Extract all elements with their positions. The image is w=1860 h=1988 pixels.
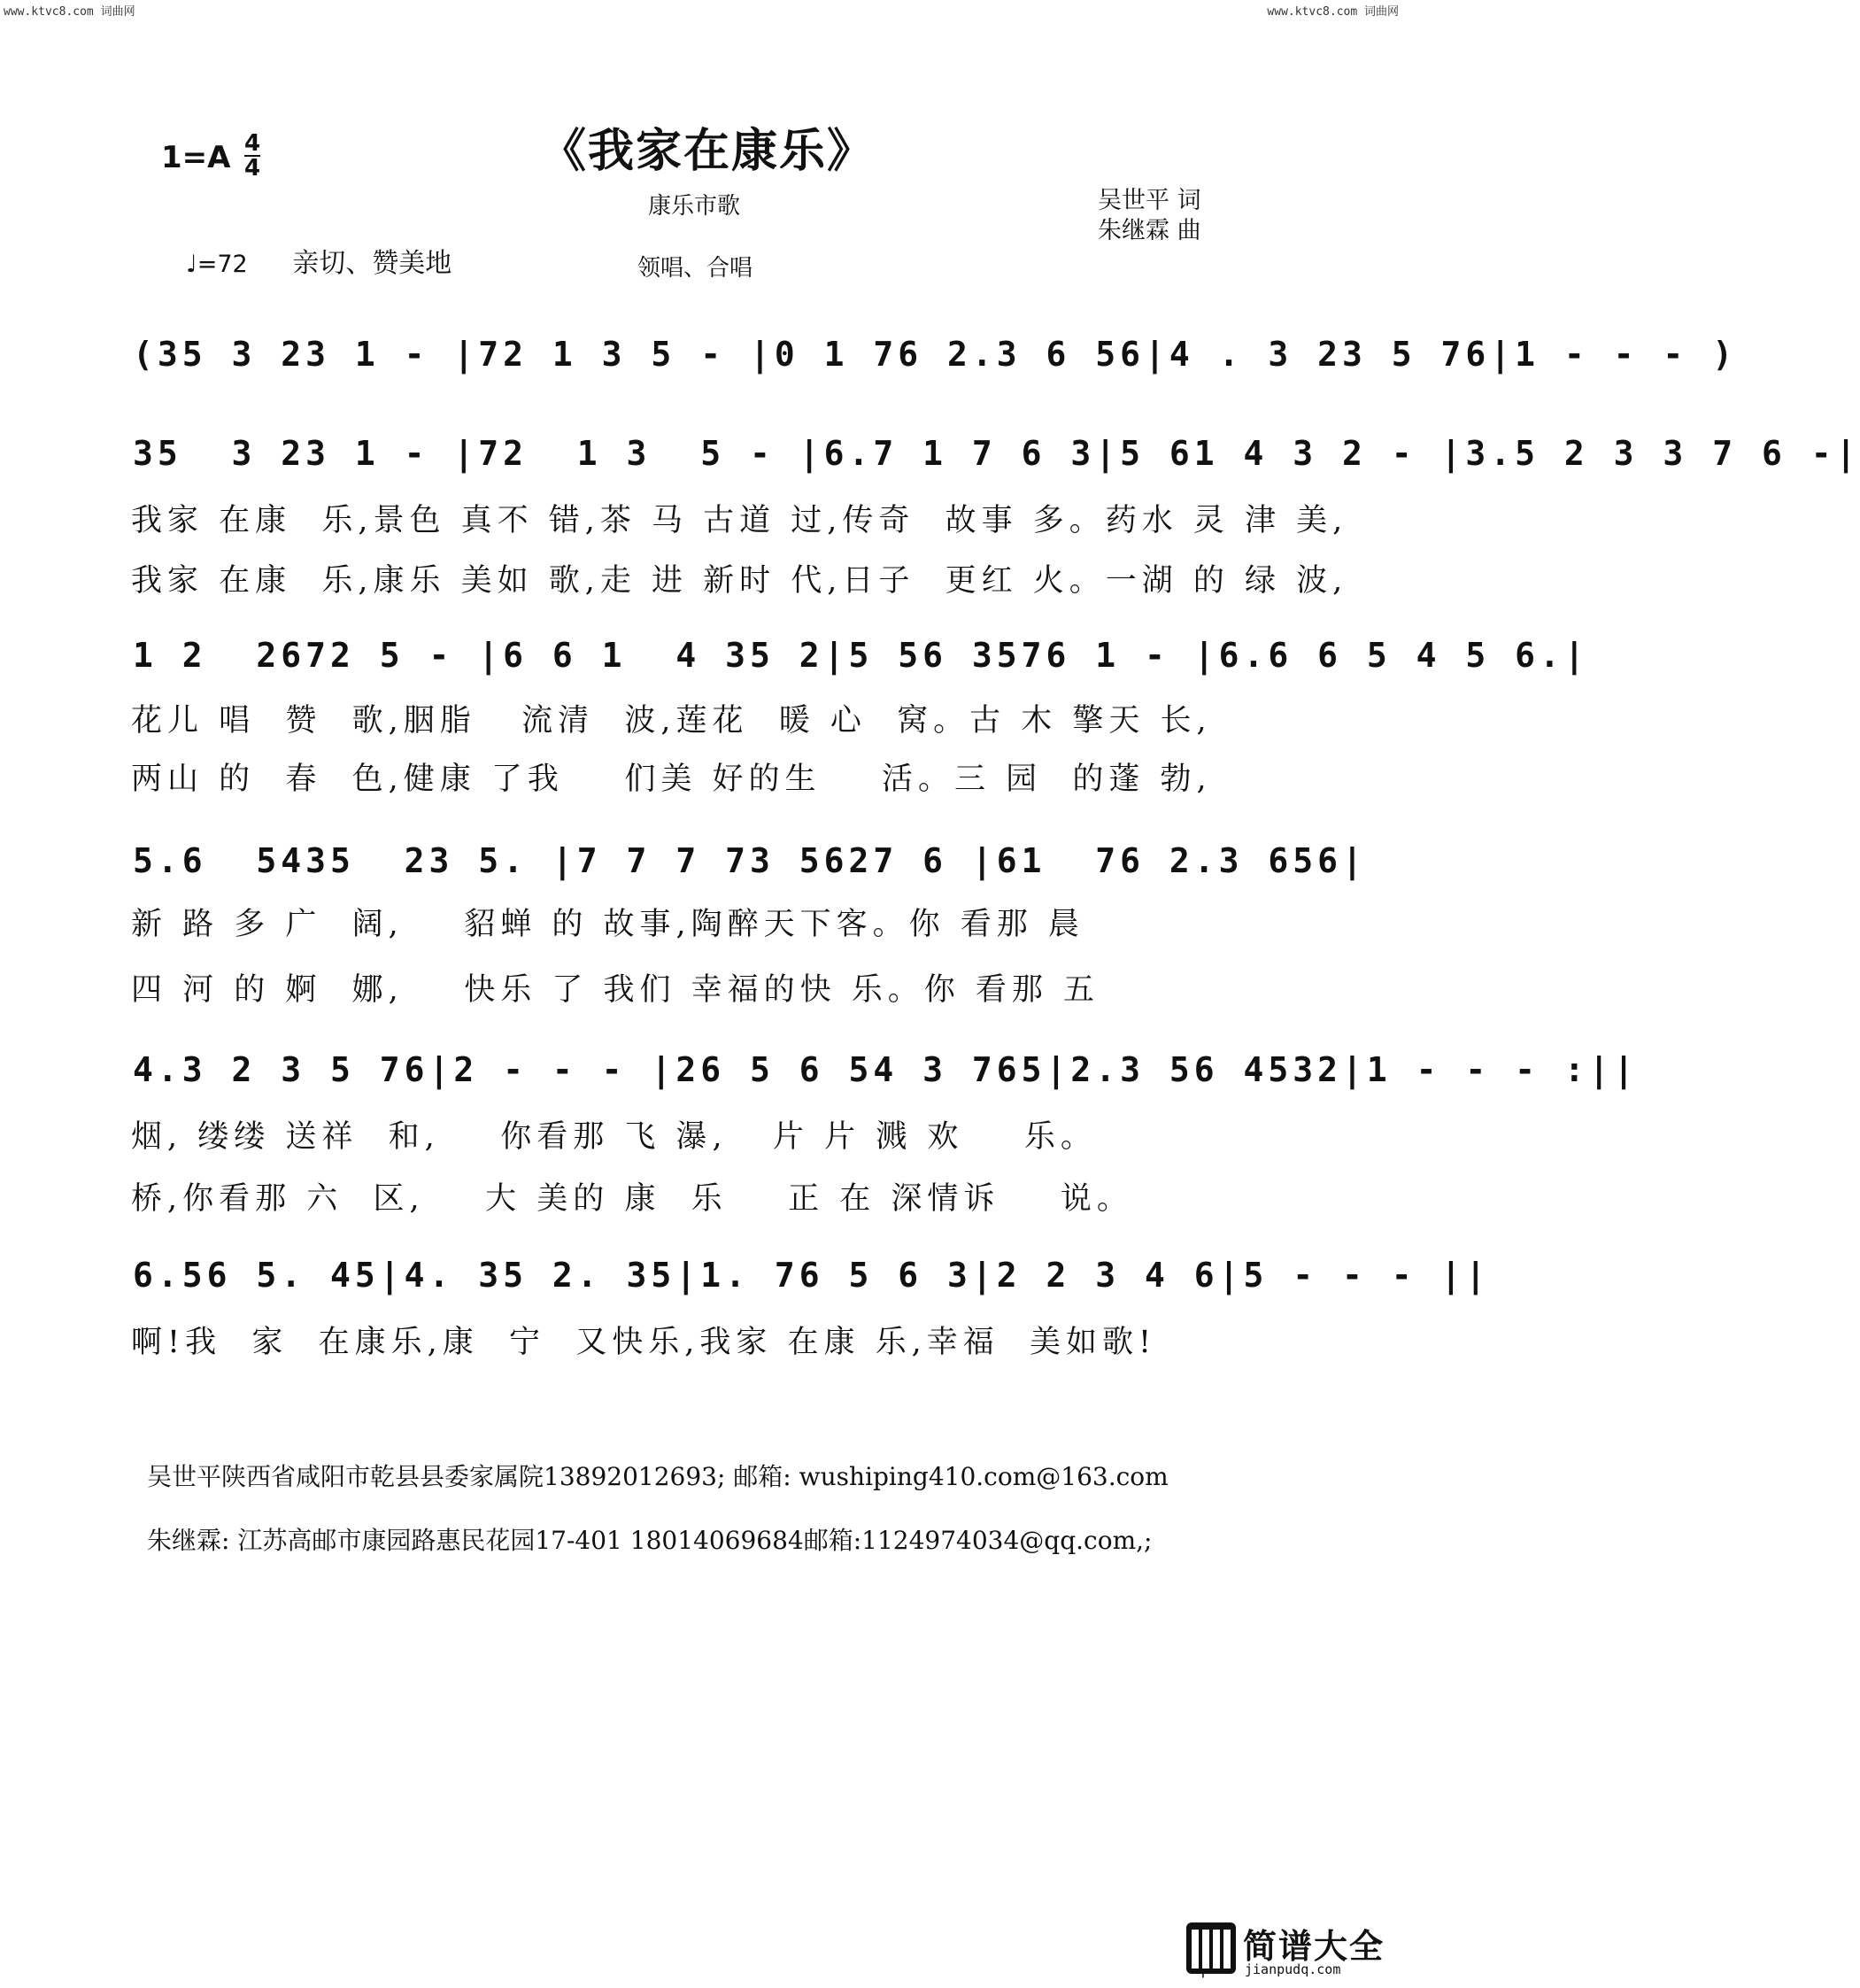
- time-bottom: 4: [244, 155, 261, 182]
- lyric-line-2-verse-1: 花儿 唱 赞 歌,胭脂 流清 波,莲花 暖 心 窝。古 木 擎天 长,: [131, 703, 1212, 739]
- notes-line-3: 5.6 5435 23 5. |7 7 7 73 5627 6 |61 76 2.3 656|: [133, 841, 1367, 880]
- lyric-line-5: 啊!我 家 在康乐,康 宁 又快乐,我家 在康 乐,幸福 美如歌!: [131, 1325, 1157, 1360]
- time-signature: [244, 130, 261, 182]
- mood-mark: 亲切、赞美地: [292, 248, 452, 279]
- tempo-line: [186, 241, 451, 280]
- score-line-5: [133, 1247, 1491, 1309]
- notes-line-1: 35 3 23 1 - |72 1 3 5 - |6.7 1 7 6 3|5 61 4 3 2 - |3.5 2 3 3 7 6 -|: [133, 434, 1860, 473]
- contact-composer: 朱继霖: 江苏高邮市康园路惠民花园17-401 18014069684邮箱:1124974034@qq.com,;: [147, 1526, 1153, 1555]
- notes-line-intro: (35 3 23 1 - |72 1 3 5 - |0 1 76 2.3 6 56|4 . 3 23 5 76|1 - - - ): [133, 335, 1738, 374]
- credits: [1098, 186, 1201, 246]
- score-line-3: [133, 832, 1367, 894]
- piano-icon: [1186, 1922, 1236, 1974]
- lyricist: 吴世平 词: [1098, 187, 1201, 214]
- lyric-line-4-verse-2: 桥,你看那 六 区, 大 美的 康 乐 正 在 深情诉 说。: [131, 1181, 1133, 1217]
- lyric-line-4-verse-1: 烟, 缕缕 送祥 和, 你看那 飞 瀑, 片 片 溅 欢 乐。: [131, 1119, 1097, 1155]
- lyric-line-1-verse-2: 我家 在康 乐,康乐 美如 歌,走 进 新时 代,日子 更红 火。一湖 的 绿 波,: [131, 563, 1348, 599]
- song-title: 《我家在康乐》: [540, 124, 876, 178]
- score-line-1: [133, 425, 1860, 487]
- tempo-mark: ♩=72: [186, 251, 248, 278]
- lyric-line-2-verse-2: 两山 的 春 色,健康 了我 们美 好的生 活。三 园 的蓬 勃,: [131, 762, 1212, 797]
- score-line-2: [133, 627, 1589, 689]
- notes-line-4: 4.3 2 3 5 76|2 - - - |26 5 6 54 3 765|2.3 56 4532|1 - - - :||: [133, 1050, 1639, 1089]
- watermark-left: www.ktvc8.com 词曲网: [4, 5, 135, 19]
- song-subtitle: 康乐市歌: [648, 193, 741, 220]
- composer: 朱继霖 曲: [1098, 217, 1201, 244]
- voice-mark: 领唱、合唱: [637, 255, 753, 282]
- lyric-line-3-verse-1: 新 路 多 广 阔, 貂蝉 的 故事,陶醉天下客。你 看那 晨: [131, 907, 1084, 942]
- logo-name: 简谱大全: [1243, 1927, 1385, 1966]
- watermark-right: www.ktvc8.com 词曲网: [1267, 5, 1399, 19]
- site-logo: [1186, 1919, 1397, 1981]
- notes-line-2: 1 2 2672 5 - |6 6 1 4 35 2|5 56 3576 1 - |6.6 6 5 4 5 6.|: [133, 636, 1589, 675]
- time-top: 4: [244, 130, 261, 157]
- contact-lyricist: 吴世平陕西省咸阳市乾县县委家属院13892012693; 邮箱: wushiping410.com@163.com: [147, 1462, 1169, 1491]
- key-signature: 1=A: [161, 140, 231, 175]
- lyric-line-1-verse-1: 我家 在康 乐,景色 真不 错,茶 马 古道 过,传奇 故事 多。药水 灵 津 美,: [131, 503, 1348, 538]
- score-line-4: [133, 1041, 1639, 1103]
- logo-url: jianpudq.com: [1245, 1961, 1341, 1977]
- score-line-intro: [133, 326, 1738, 388]
- notes-line-5: 6.56 5. 45|4. 35 2. 35|1. 76 5 6 3|2 2 3 4 6|5 - - - ||: [133, 1256, 1491, 1295]
- lyric-line-3-verse-2: 四 河 的 婀 娜, 快乐 了 我们 幸福的快 乐。你 看那 五: [131, 972, 1100, 1008]
